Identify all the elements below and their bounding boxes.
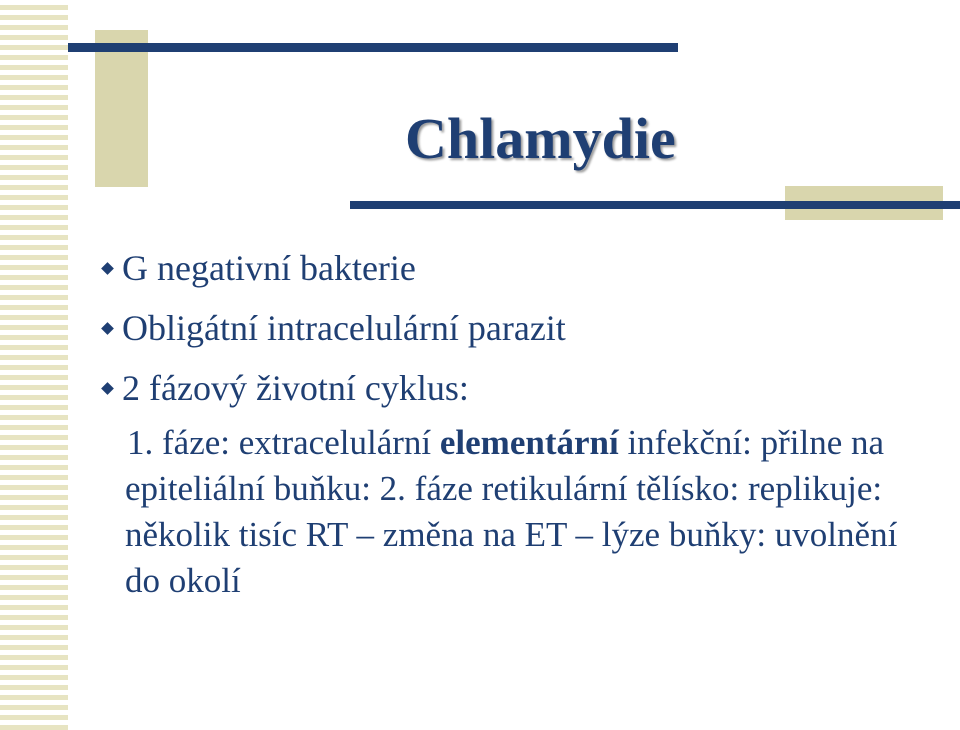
bullet-item	[103, 298, 566, 358]
diamond-bullet-icon	[101, 382, 114, 395]
phase-text-part1: fáze: extracelulární	[153, 423, 440, 462]
diamond-bullet-icon	[101, 322, 114, 335]
bullet-text: G negativní bakterie	[122, 248, 416, 288]
bullet-item	[103, 238, 566, 298]
slide-title: Chlamydie	[405, 106, 676, 171]
diamond-bullet-icon	[101, 262, 114, 275]
title-underline-bar	[350, 201, 960, 209]
beige-block-top-left	[95, 30, 148, 187]
bullet-item	[103, 358, 566, 418]
phase-bold-term: elementární	[439, 423, 619, 462]
phase-description	[125, 420, 915, 604]
bullet-list	[103, 238, 566, 418]
top-rule-bar	[68, 43, 678, 52]
bullet-text: 2 fázový životní cyklus:	[122, 368, 469, 408]
bullet-text: Obligátní intracelulární parazit	[122, 308, 566, 348]
striped-side-decoration	[0, 0, 68, 730]
phase-number: 1.	[127, 423, 154, 462]
phase-text-part2: infekční: přilne na epiteliální buňku: 2. fáze retikulární tělísko: replikuje: několik tisíc RT – změna na ET – lýze buňky: uvolnění do okolí	[125, 423, 898, 600]
